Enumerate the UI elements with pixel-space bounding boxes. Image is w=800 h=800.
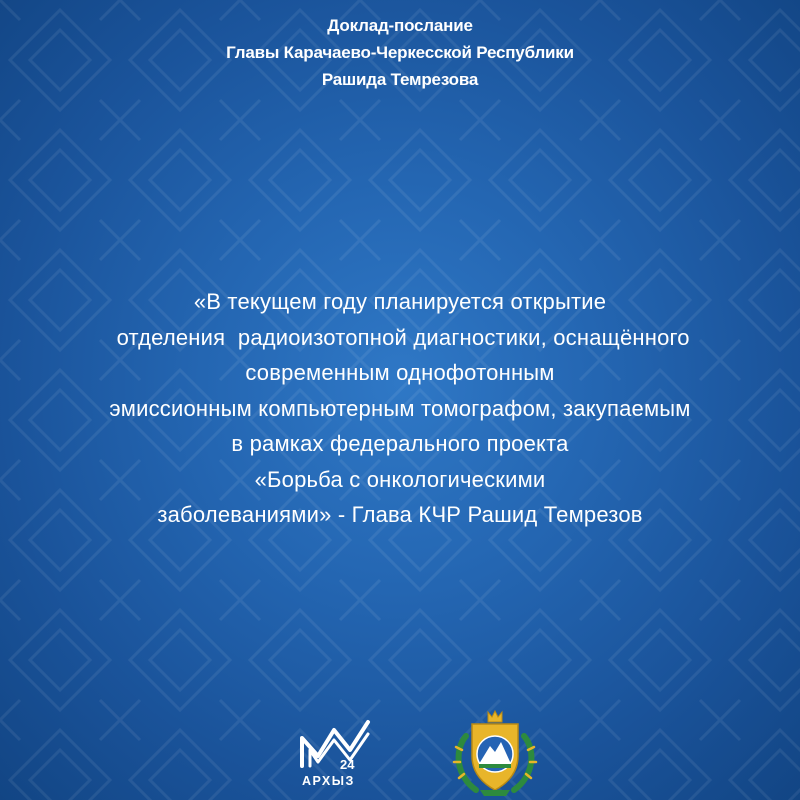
quote-line-1: «В текущем году планируется открытие: [193, 289, 607, 314]
archyz-mountain-icon: [298, 716, 376, 772]
archyz-name: АРХЫЗ: [302, 774, 355, 788]
coat-of-arms-icon: [452, 710, 538, 798]
quote-line-7: заболеваниями» - Глава КЧР Рашид Темрезов: [157, 502, 643, 527]
quote-line-4: эмиссионным компьютерным томографом, закупаемым: [109, 395, 691, 421]
quote-text: [0, 284, 800, 533]
archyz-24-logo: [298, 716, 376, 794]
quote-line-5: в рамках федерального проекта: [231, 431, 569, 456]
quote-line-2: отделения радиоизотопной диагностики, оснащённого: [110, 324, 690, 350]
report-header: [0, 12, 800, 93]
header-line-3: Рашида Темрезова: [321, 70, 479, 89]
archyz-number: 24: [340, 757, 355, 772]
quote-line-6: «Борьба с онкологическими: [254, 466, 546, 492]
header-line-1: Доклад-послание: [327, 16, 473, 35]
quote-line-3: современным однофотонным: [245, 360, 555, 385]
header-line-2: Главы Карачаево-Черкесской Республики: [226, 43, 574, 62]
